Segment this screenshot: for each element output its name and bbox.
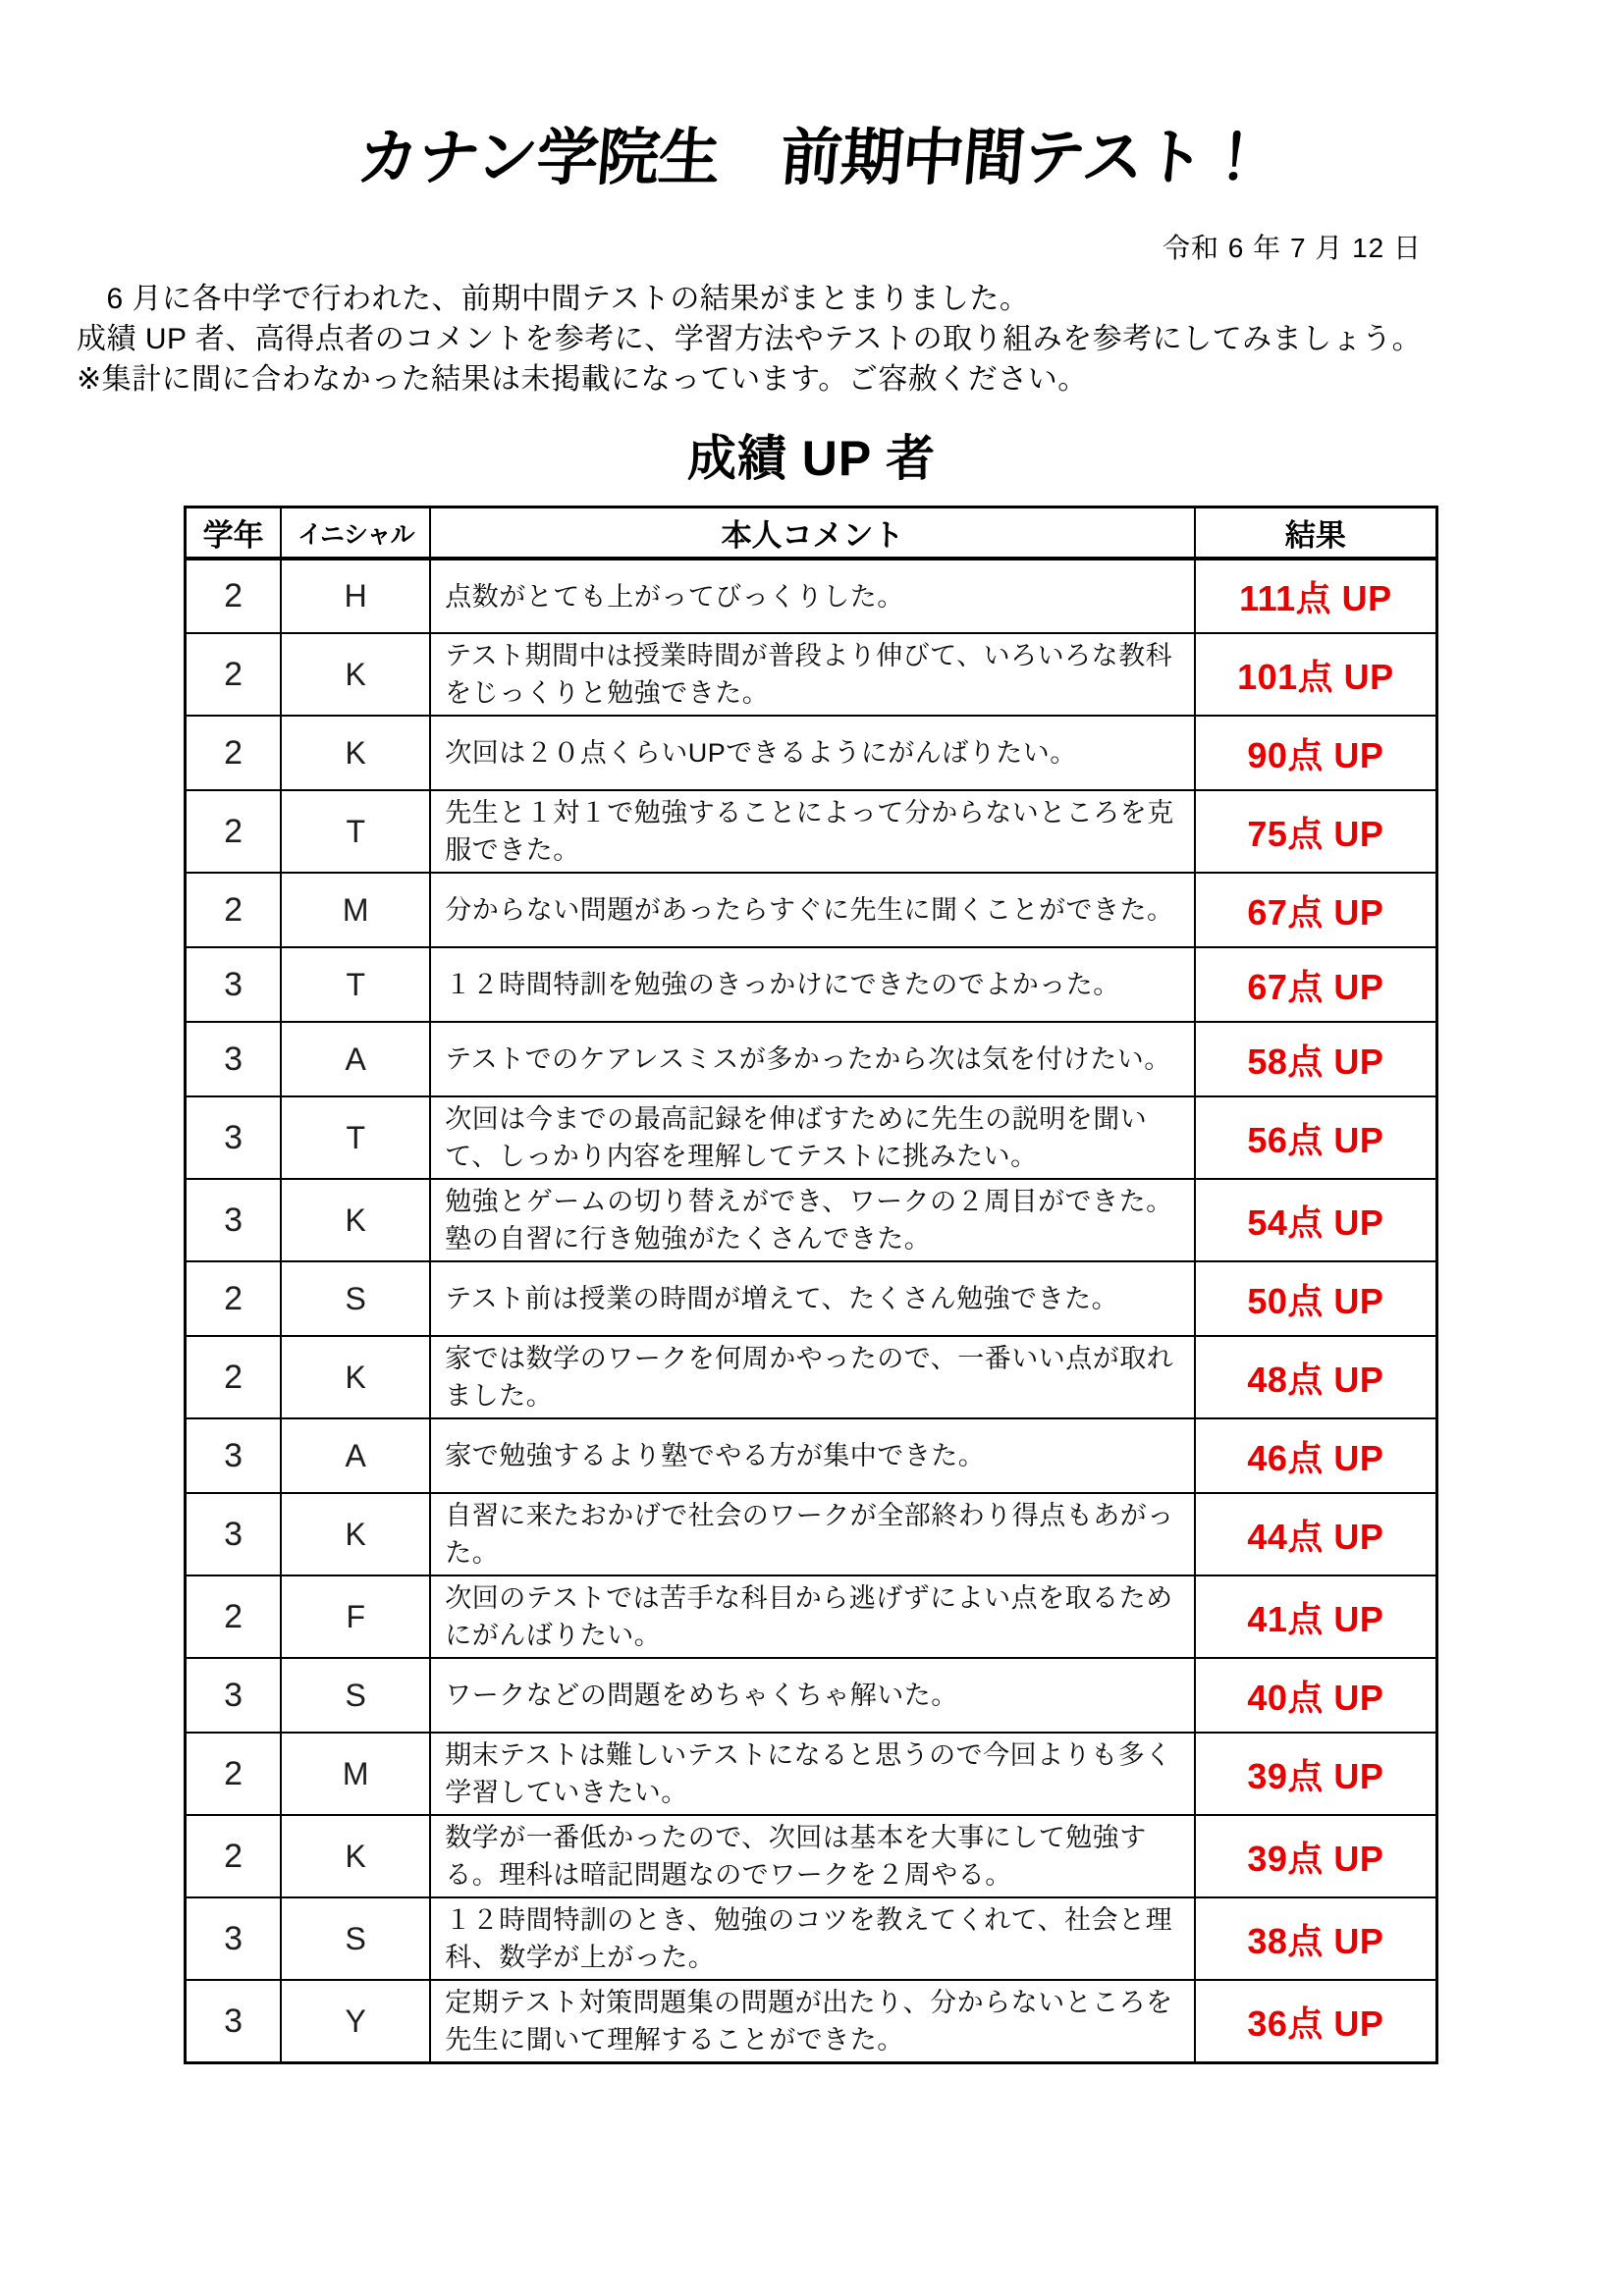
initial-cell: K [281,716,430,790]
grade-cell: 3 [186,947,282,1022]
document-date: 令和 6 年 7 月 12 日 [1163,233,1422,263]
result-cell: 40点 UP [1195,1658,1437,1733]
grade-cell: 3 [186,1980,282,2063]
result-cell: 75点 UP [1195,790,1437,873]
result-cell: 48点 UP [1195,1336,1437,1418]
result-cell: 41点 UP [1195,1575,1437,1658]
result-cell: 39点 UP [1195,1815,1437,1897]
header-result: 結果 [1195,507,1437,560]
result-cell: 38点 UP [1195,1897,1437,1980]
grade-cell: 3 [186,1179,282,1261]
intro-line-1: 6 月に各中学で行われた、前期中間テストの結果がまとまりました。 [77,283,1030,315]
result-cell: 39点 UP [1195,1733,1437,1815]
initial-cell: M [281,1733,430,1815]
result-cell: 111点 UP [1195,559,1437,633]
grade-cell: 2 [186,716,282,790]
initial-cell: S [281,1261,430,1336]
initial-cell: T [281,1096,430,1179]
document-title: カナン学院生 前期中間テスト！ [353,124,1269,192]
result-cell: 67点 UP [1195,873,1437,947]
grade-cell: 2 [186,633,282,716]
table-row [186,947,1437,1022]
table-row [186,716,1437,790]
initial-cell: K [281,1179,430,1261]
comment-cell: 次回のテストでは苦手な科目から逃げずによい点を取るためにがんばりたい。 [430,1575,1194,1658]
table-row [186,1815,1437,1897]
grade-cell: 2 [186,873,282,947]
comment-cell: １２時間特訓のとき、勉強のコツを教えてくれて、社会と理科、数学が上がった。 [430,1897,1194,1980]
result-cell: 101点 UP [1195,633,1437,716]
result-cell: 67点 UP [1195,947,1437,1022]
grade-cell: 2 [186,1815,282,1897]
comment-cell: 定期テスト対策問題集の問題が出たり、分からないところを先生に聞いて理解することができた。 [430,1980,1194,2063]
comment-cell: 点数がとても上がってびっくりした。 [430,559,1194,633]
comment-cell: 期末テストは難しいテストになると思うので今回よりも多く学習していきたい。 [430,1733,1194,1815]
table-row [186,1897,1437,1980]
comment-cell: １２時間特訓を勉強のきっかけにできたのでよかった。 [430,947,1194,1022]
grade-cell: 2 [186,1261,282,1336]
initial-cell: S [281,1897,430,1980]
grade-cell: 3 [186,1493,282,1575]
comment-cell: テスト期間中は授業時間が普段より伸びて、いろいろな教科をじっくりと勉強できた。 [430,633,1194,716]
initial-cell: A [281,1022,430,1096]
table-row [186,1179,1437,1261]
section-title-grade-up: 成績 UP 者 [686,431,937,487]
comment-cell: 数学が一番低かったので、次回は基本を大事にして勉強する。理科は暗記問題なのでワークを２周やる。 [430,1815,1194,1897]
comment-cell: テスト前は授業の時間が増えて、たくさん勉強できた。 [430,1261,1194,1336]
result-cell: 36点 UP [1195,1980,1437,2063]
result-cell: 90点 UP [1195,716,1437,790]
table-row [186,1733,1437,1815]
table-row [186,1493,1437,1575]
table-row [186,873,1437,947]
comment-cell: 分からない問題があったらすぐに先生に聞くことができた。 [430,873,1194,947]
initial-cell: K [281,633,430,716]
comment-cell: 次回は今までの最高記録を伸ばすために先生の説明を聞いて、しっかり内容を理解してテストに挑みたい。 [430,1096,1194,1179]
comment-cell: ワークなどの問題をめちゃくちゃ解いた。 [430,1658,1194,1733]
header-initial: イニシャル [281,507,430,560]
table-row [186,1418,1437,1493]
comment-cell: テストでのケアレスミスが多かったから次は気を付けたい。 [430,1022,1194,1096]
table-row [186,559,1437,633]
initial-cell: A [281,1418,430,1493]
comment-cell: 自習に来たおかげで社会のワークが全部終わり得点もあがった。 [430,1493,1194,1575]
grade-cell: 2 [186,790,282,873]
results-table-body [186,559,1437,2063]
grade-cell: 2 [186,1336,282,1418]
grade-cell: 3 [186,1658,282,1733]
grade-cell: 3 [186,1096,282,1179]
comment-cell: 先生と１対１で勉強することによって分からないところを克服できた。 [430,790,1194,873]
result-cell: 50点 UP [1195,1261,1437,1336]
grade-cell: 2 [186,1733,282,1815]
initial-cell: S [281,1658,430,1733]
result-cell: 56点 UP [1195,1096,1437,1179]
table-row [186,790,1437,873]
table-row [186,1575,1437,1658]
intro-line-2: 成績 UP 者、高得点者のコメントを参考に、学習方法やテストの取り組みを参考にしてみましょう。 [77,322,1423,355]
result-cell: 46点 UP [1195,1418,1437,1493]
grade-cell: 3 [186,1022,282,1096]
grade-cell: 3 [186,1418,282,1493]
results-table [184,506,1438,2064]
initial-cell: K [281,1493,430,1575]
initial-cell: K [281,1336,430,1418]
initial-cell: F [281,1575,430,1658]
initial-cell: H [281,559,430,633]
result-cell: 44点 UP [1195,1493,1437,1575]
grade-cell: 2 [186,559,282,633]
intro-line-3: ※集計に間に合わなかった結果は未掲載になっています。ご容赦ください。 [77,362,1088,396]
initial-cell: K [281,1815,430,1897]
table-row [186,1096,1437,1179]
comment-cell: 家では数学のワークを何周かやったので、一番いい点が取れました。 [430,1336,1194,1418]
header-comment: 本人コメント [430,507,1194,560]
result-cell: 58点 UP [1195,1022,1437,1096]
table-row [186,1980,1437,2063]
header-row [186,507,1437,560]
initial-cell: T [281,790,430,873]
grade-cell: 3 [186,1897,282,1980]
initial-cell: M [281,873,430,947]
comment-cell: 次回は２０点くらいUPできるようにがんばりたい。 [430,716,1194,790]
table-row [186,1336,1437,1418]
table-row [186,1261,1437,1336]
result-cell: 54点 UP [1195,1179,1437,1261]
table-row [186,1022,1437,1096]
results-table-header [186,507,1437,560]
initial-cell: T [281,947,430,1022]
table-row [186,1658,1437,1733]
initial-cell: Y [281,1980,430,2063]
header-grade: 学年 [186,507,282,560]
table-row [186,633,1437,716]
comment-cell: 勉強とゲームの切り替えができ、ワークの２周目ができた。塾の自習に行き勉強がたくさんできた。 [430,1179,1194,1261]
grade-cell: 2 [186,1575,282,1658]
intro-paragraph [77,280,1471,400]
comment-cell: 家で勉強するより塾でやる方が集中できた。 [430,1418,1194,1493]
